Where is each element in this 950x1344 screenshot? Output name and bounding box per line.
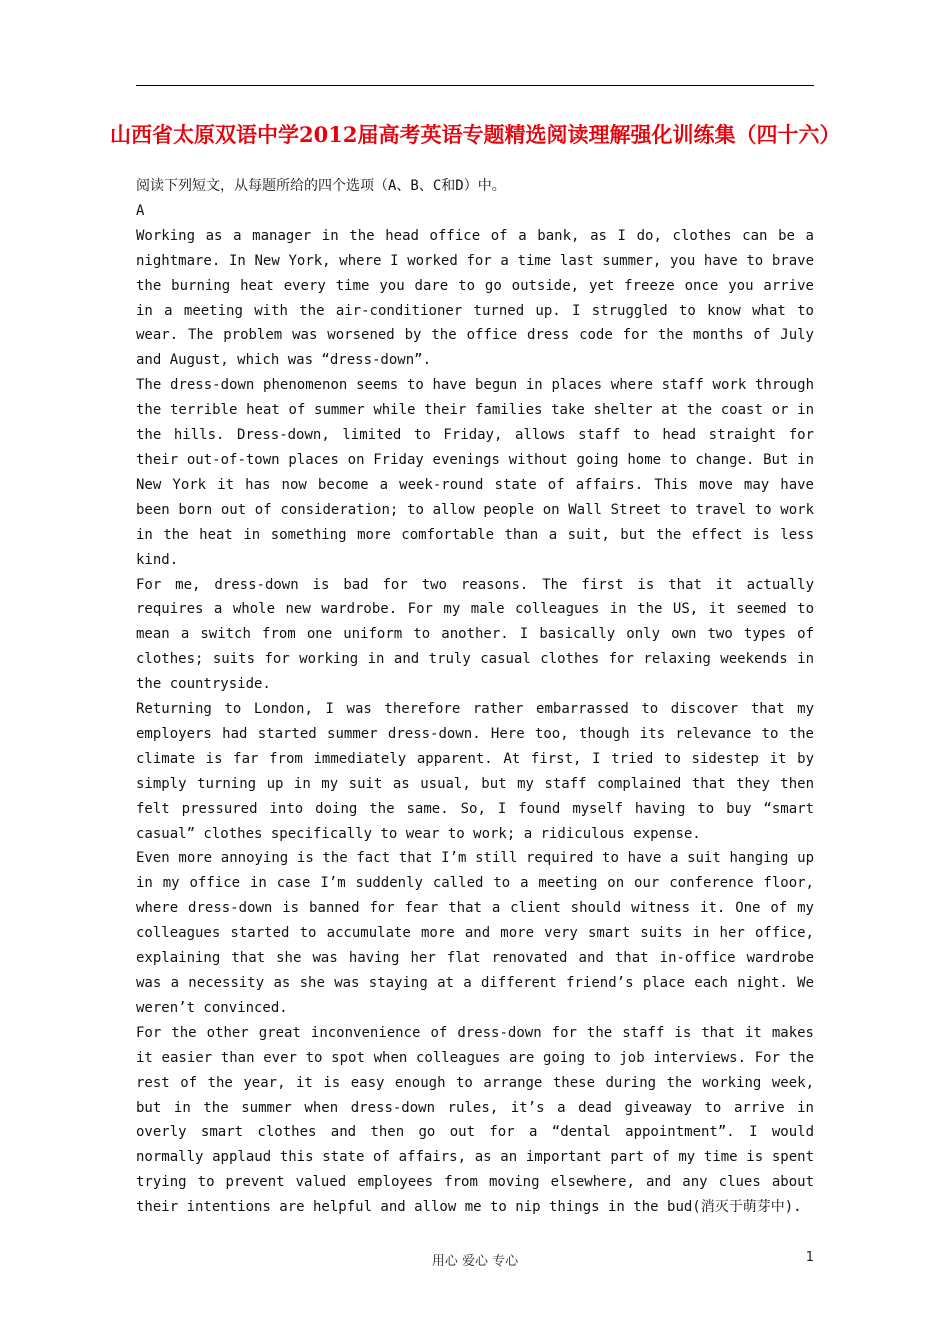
page-footer xyxy=(0,1250,950,1270)
document-title: 山西省太原双语中学2012届高考英语专题精选阅读理解强化训练集（四十六） xyxy=(110,122,841,147)
section-label: A xyxy=(136,202,145,219)
footer-text: 用心 爱心 专心 xyxy=(431,1254,519,1269)
instruction-text: 阅读下列短文，从每题所给的四个选项（A、B、C和D）中。 xyxy=(136,178,506,194)
paragraph: Returning to London, I was therefore rather embarrassed to discover that my employers had started summer dress-down. Here too, though its relevance to the climate is far from immediately apparent. At first, I tried to sidestep it by simply turning up in my suit as usual, but my staff complained that they then felt pressured into doing the same. So, I found myself having to buy “smart casual” clothes specifically to wear to work; a ridiculous expense. xyxy=(136,701,814,842)
paragraph: The dress-down phenomenon seems to have begun in places where staff work through the terrible heat of summer while their families take shelter at the coast or in the hills. Dress-down, limited to Friday, allows staff to head straight for their out-of-town places on Friday evenings without going home to change. But in New York it has now become a week-round state of affairs. This move may have been born out of consideration; to allow people on Wall Street to travel to work in the heat in something more comfortable than a suit, but the effect is less kind. xyxy=(136,377,814,568)
paragraph: Working as a manager in the head office of a bank, as I do, clothes can be a nightmare. In New York, where I worked for a time last summer, you have to brave the burning heat every time you dare to go outside, yet freeze once you arrive in a meeting with the air-conditioner turned up. I struggled to know what to wear. The problem was worsened by the office dress code for the months of July and August, which was “dress-down”. xyxy=(136,227,814,369)
header-rule xyxy=(136,85,814,86)
paragraph: Even more annoying is the fact that I’m still required to have a suit hanging up in my office in case I’m suddenly called to a meeting on our conference floor, where dress-down is banned for fear that a client should witness it. One of my colleagues started to accumulate more and more very smart suits in her office, explaining that she was having her flat renovated and that in-office wardrobe was a necessity as she was staying at a different friend’s place each night. We weren’t convinced. xyxy=(136,850,814,1016)
page-number: 1 xyxy=(805,1250,814,1265)
paragraph: For me, dress-down is bad for two reasons. The first is that it actually requires a whole new wardrobe. For my male colleagues in the US, it seemed to mean a switch from one uniform to another. I basically only own two types of clothes; suits for working in and truly casual clothes for relaxing weekends in the countryside. xyxy=(136,576,814,693)
paragraph: For the other great inconvenience of dress-down for the staff is that it makes it easier than ever to spot when colleagues are going to job interviews. For the rest of the year, it is easy enough to arrange these during the working week, but in the summer when dress-down rules, it’s a dead giveaway to arrive in overly smart clothes and then go out for a “dental appointment”. I would normally applaud this state of affairs, as an important part of my time is spent trying to prevent valued employees from moving elsewhere, and any clues about their intentions are helpful and allow me to nip things in the bud(消灭于萌芽中). xyxy=(136,1024,814,1216)
document-body xyxy=(136,174,814,1220)
